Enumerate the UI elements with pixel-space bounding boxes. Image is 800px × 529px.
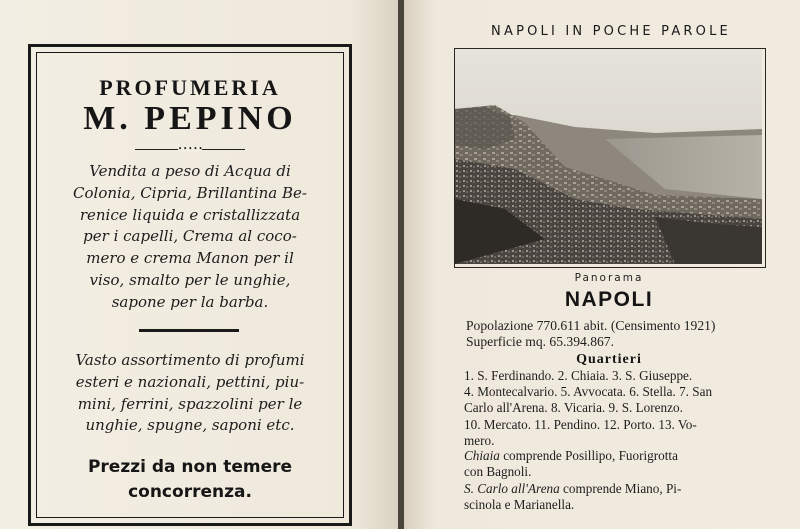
- panorama-photo: [454, 48, 766, 268]
- chiaia-text: comprende Posillipo, Fuorigrotta: [499, 448, 678, 463]
- ad-line: per i capelli, Crema al coco-: [83, 227, 297, 246]
- chiaia-name: Chiaia: [464, 448, 500, 463]
- quartieri-line: 1. S. Ferdinando. 2. Chiaia. 3. S. Giuseppe.: [464, 368, 693, 383]
- ad-line: Colonia, Cipria, Brillantina Be-: [73, 183, 307, 202]
- ad-paragraph-assortment: [51, 350, 329, 437]
- closing-line: Prezzi da non temere: [87, 457, 293, 477]
- ad-paragraph-products: [51, 161, 329, 314]
- ad-line: mero e crema Manon per il: [86, 249, 294, 268]
- city-heading: NAPOLI: [564, 288, 654, 311]
- ad-line: Vendita a peso di Acqua di: [89, 162, 291, 180]
- advertisement-frame: [28, 44, 352, 526]
- advertisement-inner-border: [36, 52, 344, 518]
- thick-rule: [139, 329, 239, 332]
- ad-line: viso, smalto per le unghie,: [89, 270, 291, 289]
- running-title: NAPOLI IN POCHE PAROLE: [491, 24, 731, 39]
- ad-line: mini, ferrini, spazzolini per le: [77, 394, 303, 413]
- ad-title-name: M. PEPINO: [83, 100, 297, 137]
- ad-line: renice liquida e cristallizzata: [79, 205, 301, 224]
- san-carlo-text: comprende Miano, Pi-: [559, 481, 682, 496]
- chiaia-note: [464, 448, 772, 480]
- left-page: [0, 0, 398, 529]
- ad-title-profumeria: PROFUMERIA: [99, 75, 281, 100]
- quartieri-line: 4. Montecalvario. 5. Avvocata. 6. Stella. 7. San: [464, 384, 713, 400]
- population-line: Popolazione 770.611 abit. (Censimento 1921): [466, 318, 716, 333]
- right-page: [404, 0, 800, 529]
- closing-line: concorrenza.: [128, 482, 252, 502]
- quartieri-line: Carlo all'Arena. 8. Vicaria. 9. S. Lorenzo.: [464, 400, 683, 416]
- ad-line: esteri e nazionali, pettini, piu-: [75, 372, 305, 391]
- ad-closing-slogan: [37, 455, 343, 505]
- ad-line: unghie, spugne, saponi etc.: [85, 416, 295, 435]
- ad-line: Vasto assortimento di profumi: [75, 351, 305, 369]
- san-carlo-name: S. Carlo all'Arena: [464, 481, 560, 496]
- chiaia-text-cont: con Bagnoli.: [464, 464, 532, 480]
- quartieri-list: [464, 368, 772, 449]
- ad-line: sapone per la barba.: [111, 292, 269, 311]
- area-line: Superficie mq. 65.394.867.: [466, 334, 614, 349]
- ornament-divider: •••••: [135, 147, 245, 153]
- quartieri-heading: Quartieri: [576, 352, 642, 367]
- quartieri-line: mero.: [464, 432, 495, 448]
- san-carlo-note: [464, 481, 772, 513]
- san-carlo-text-cont: scinola e Marianella.: [464, 497, 575, 513]
- quartieri-line: 10. Mercato. 11. Pendino. 12. Porto. 13. Vo-: [464, 416, 697, 432]
- photo-caption: Panorama: [574, 272, 644, 284]
